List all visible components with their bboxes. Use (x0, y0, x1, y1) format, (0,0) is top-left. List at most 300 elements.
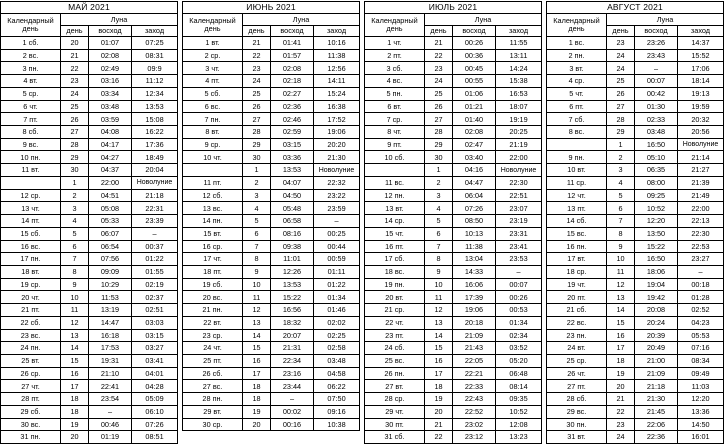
moonrise-cell: 21:09 (453, 329, 496, 342)
calendar-day-cell: 2 пн. (547, 49, 607, 62)
table-row (547, 49, 724, 62)
calendar-day-cell: 3 сб. (365, 62, 425, 75)
moonrise-cell: 20:39 (635, 329, 678, 342)
moonset-cell: 00:37 (132, 240, 178, 253)
table-row (365, 189, 542, 202)
lunar-day-cell: 15 (425, 342, 453, 355)
calendar-day-cell: 17 пн. (1, 253, 61, 266)
lunar-day-cell: 9 (425, 265, 453, 278)
calendar-day-header (365, 14, 425, 37)
lunar-day-cell: 7 (243, 240, 271, 253)
table-row (365, 100, 542, 113)
table-row (547, 62, 724, 75)
moonrise-cell: 13:53 (271, 278, 314, 291)
table-row (547, 253, 724, 266)
moonrise-cell: 07:26 (453, 202, 496, 215)
moonset-cell: 02:19 (132, 278, 178, 291)
lunar-day-cell: 21 (607, 393, 635, 406)
lunar-day-cell: 27 (607, 100, 635, 113)
moonrise-cell: 18:32 (271, 316, 314, 329)
moonset-cell: 01:11 (314, 265, 360, 278)
moonrise-cell: 02:08 (271, 62, 314, 75)
calendar-day-cell: 31 вт. (547, 431, 607, 444)
lunar-day-cell: 27 (243, 113, 271, 126)
table-row (183, 37, 360, 50)
moonset-cell: – (314, 215, 360, 228)
lunar-day-cell: 3 (425, 189, 453, 202)
calendar-day-cell: 21 ср. (365, 304, 425, 317)
calendar-day-cell: 1 вт. (183, 37, 243, 50)
table-row (547, 418, 724, 431)
moonrise-cell: 19:04 (635, 278, 678, 291)
moonrise-cell: 10:13 (453, 227, 496, 240)
lunar-day-cell: 24 (425, 75, 453, 88)
table-row (547, 189, 724, 202)
table-row (547, 304, 724, 317)
moonset-cell: 01:55 (132, 265, 178, 278)
calendar-day-cell: 5 сб. (183, 87, 243, 100)
lunar-day-cell: 6 (425, 227, 453, 240)
moonset-cell: 21:39 (678, 176, 724, 189)
table-row (183, 189, 360, 202)
table-row (183, 100, 360, 113)
lunar-day-cell: 10 (243, 278, 271, 291)
calendar-day-cell: 5 ср. (1, 87, 61, 100)
moonrise-cell: 22:36 (635, 431, 678, 444)
moonrise-cell: 02:36 (271, 100, 314, 113)
moonset-cell: 10:38 (314, 418, 360, 431)
moonset-cell: 22:00 (496, 151, 542, 164)
moonset-cell: 19:06 (314, 126, 360, 139)
moonset-cell: 17:36 (132, 138, 178, 151)
moonrise-cell: 00:07 (635, 75, 678, 88)
moonset-cell: 21:30 (314, 151, 360, 164)
moonrise-cell: 14:47 (89, 316, 132, 329)
lunar-day-cell: 8 (607, 227, 635, 240)
moonset-cell: 03:03 (132, 316, 178, 329)
moonrise-header: восход (635, 26, 678, 37)
calendar-day-cell: 1 сб. (1, 37, 61, 50)
moonset-cell: 00:53 (496, 304, 542, 317)
moonrise-cell: 20:08 (635, 304, 678, 317)
lunar-day-cell: 18 (61, 405, 89, 418)
table-row (183, 316, 360, 329)
moonset-cell: – (678, 265, 724, 278)
calendar-day-cell (183, 164, 243, 177)
moonrise-cell: 00:36 (453, 49, 496, 62)
lunar-day-cell: 3 (607, 164, 635, 177)
moonrise-cell: 04:16 (453, 164, 496, 177)
moonrise-cell: 08:50 (453, 215, 496, 228)
moonset-cell: Новолуние (314, 164, 360, 177)
moonset-cell: 19:59 (678, 100, 724, 113)
lunar-day-cell: 27 (425, 113, 453, 126)
lunar-day-cell: 6 (243, 227, 271, 240)
lunar-day-cell: 18 (425, 380, 453, 393)
lunar-day-cell: 7 (607, 215, 635, 228)
moonset-cell: 20:56 (678, 126, 724, 139)
moonrise-cell: 16:50 (635, 253, 678, 266)
moonrise-cell: 18:06 (635, 265, 678, 278)
lunar-day-cell: 7 (61, 253, 89, 266)
moonset-cell: 01:22 (132, 253, 178, 266)
moonrise-cell: 16:50 (635, 138, 678, 151)
moonset-cell: 16:53 (496, 87, 542, 100)
moonset-cell: 15:08 (132, 113, 178, 126)
calendar-day-cell: 20 пт. (547, 291, 607, 304)
moonrise-cell: 02:33 (635, 113, 678, 126)
lunar-day-cell: 23 (243, 62, 271, 75)
moonrise-cell: 21:09 (635, 367, 678, 380)
moonset-cell: 19:19 (496, 113, 542, 126)
moonrise-cell: 21:45 (635, 405, 678, 418)
table-row (365, 151, 542, 164)
lunar-day-cell: 13 (61, 329, 89, 342)
table-row (365, 37, 542, 50)
moonset-cell: 22:31 (132, 202, 178, 215)
moonrise-cell: 08:00 (635, 176, 678, 189)
moonset-cell: 15:52 (678, 49, 724, 62)
moonset-cell: 02:51 (132, 304, 178, 317)
moonset-cell: 13:23 (496, 431, 542, 444)
table-row (183, 354, 360, 367)
table-row (547, 164, 724, 177)
moonrise-cell: 22:21 (453, 367, 496, 380)
lunar-day-cell: 5 (425, 215, 453, 228)
moonrise-cell: 13:50 (635, 227, 678, 240)
moonrise-cell: – (271, 393, 314, 406)
moonset-cell: 00:59 (314, 253, 360, 266)
table-row (183, 227, 360, 240)
moonrise-cell: 21:10 (89, 367, 132, 380)
calendar-day-cell: 6 вс. (183, 100, 243, 113)
moonset-cell: 12:56 (314, 62, 360, 75)
moonrise-cell: 01:57 (271, 49, 314, 62)
moonset-cell: 17:06 (678, 62, 724, 75)
moonset-cell: 12:08 (496, 418, 542, 431)
table-row (1, 215, 178, 228)
lunar-day-header: день (425, 26, 453, 37)
lunar-day-cell: 14 (607, 304, 635, 317)
lunar-day-cell: 17 (425, 367, 453, 380)
calendar-day-cell: 22 чт. (365, 316, 425, 329)
lunar-day-cell: 2 (607, 151, 635, 164)
moonset-cell: 22:53 (678, 240, 724, 253)
moonset-cell: 16:01 (678, 431, 724, 444)
calendar-day-cell: 27 чт. (1, 380, 61, 393)
lunar-day-cell: 17 (243, 367, 271, 380)
moonrise-cell: 19:42 (635, 291, 678, 304)
moonset-cell: 04:23 (678, 316, 724, 329)
moonset-cell: 05:09 (132, 393, 178, 406)
table-row (365, 240, 542, 253)
calendar-day-cell: 20 вт. (365, 291, 425, 304)
moonrise-cell: 06:04 (453, 189, 496, 202)
month-panel-july (364, 1, 541, 442)
moonset-cell: 14:11 (314, 75, 360, 88)
table-row (1, 87, 178, 100)
moonrise-cell: 02:27 (271, 87, 314, 100)
calendar-day-cell: 25 вс. (365, 354, 425, 367)
lunar-day-cell: 30 (425, 151, 453, 164)
moonrise-cell: 04:27 (89, 151, 132, 164)
moonset-cell: 03:52 (496, 342, 542, 355)
moonset-cell: 20:20 (314, 138, 360, 151)
table-row (183, 304, 360, 317)
table-row (1, 316, 178, 329)
moonset-cell: 15:38 (496, 75, 542, 88)
calendar-day-cell: 11 пт. (183, 176, 243, 189)
moonrise-cell: 21:18 (635, 380, 678, 393)
lunar-day-cell: 4 (425, 202, 453, 215)
lunar-day-cell: 2 (61, 189, 89, 202)
moonrise-cell: 11:01 (271, 253, 314, 266)
moonrise-cell: 22:52 (453, 405, 496, 418)
lunar-day-cell: 12 (425, 304, 453, 317)
table-row (1, 189, 178, 202)
table-row (365, 418, 542, 431)
moonrise-cell: 00:16 (271, 418, 314, 431)
moonset-cell: Новолуние (132, 176, 178, 189)
moonrise-cell: 06:35 (635, 164, 678, 177)
moonrise-cell: 03:36 (271, 151, 314, 164)
lunar-day-cell: 9 (61, 278, 89, 291)
table-row (365, 278, 542, 291)
table-row (1, 113, 178, 126)
lunar-day-cell: 3 (61, 202, 89, 215)
table-row (365, 176, 542, 189)
moonrise-cell: 23:12 (453, 431, 496, 444)
lunar-day-cell: 23 (425, 62, 453, 75)
table-row (547, 75, 724, 88)
table-row (1, 278, 178, 291)
table-row (547, 405, 724, 418)
calendar-day-cell: 9 ср. (183, 138, 243, 151)
calendar-day-cell: 16 пт. (365, 240, 425, 253)
moon-header: Луна (425, 14, 542, 26)
table-row (365, 431, 542, 444)
calendar-day-cell: 25 вт. (1, 354, 61, 367)
moonset-cell: 03:41 (132, 354, 178, 367)
lunar-day-cell: 24 (607, 49, 635, 62)
calendar-day-header-label: Календарный день (7, 15, 54, 33)
table-row (365, 304, 542, 317)
moonrise-cell: 05:33 (89, 215, 132, 228)
table-row (183, 405, 360, 418)
lunar-day-cell: 12 (243, 304, 271, 317)
calendar-day-cell: 25 ср. (547, 354, 607, 367)
moonrise-cell: 19:06 (453, 304, 496, 317)
table-row (1, 49, 178, 62)
calendar-day-cell: 26 пн. (365, 367, 425, 380)
table-row (1, 75, 178, 88)
calendar-day-cell (547, 138, 607, 151)
moonset-cell: 13:11 (496, 49, 542, 62)
table-row (365, 316, 542, 329)
table-row (183, 202, 360, 215)
moonset-cell: 00:07 (496, 278, 542, 291)
lunar-day-cell: 26 (243, 100, 271, 113)
lunar-day-cell: 14 (243, 329, 271, 342)
table-row (183, 291, 360, 304)
moon-header: Луна (607, 14, 724, 26)
calendar-day-header-label: Календарный день (189, 15, 236, 33)
moonset-cell: 18:14 (678, 75, 724, 88)
moonrise-cell: 05:10 (635, 151, 678, 164)
lunar-day-cell: 13 (425, 316, 453, 329)
calendar-day-cell: 2 вс. (1, 49, 61, 62)
lunar-day-cell: 13 (607, 291, 635, 304)
table-row (1, 380, 178, 393)
lunar-day-cell: 11 (425, 291, 453, 304)
moonset-cell: 03:48 (314, 354, 360, 367)
lunar-day-cell: 30 (61, 164, 89, 177)
lunar-day-cell: 2 (425, 176, 453, 189)
lunar-day-cell: 5 (61, 227, 89, 240)
calendar-day-cell: 7 пт. (1, 113, 61, 126)
moonrise-cell: 13:53 (271, 164, 314, 177)
lunar-day-cell: 11 (243, 291, 271, 304)
moonset-cell: 23:07 (496, 202, 542, 215)
moonrise-cell: 01:30 (635, 100, 678, 113)
lunar-day-cell: 30 (243, 151, 271, 164)
moonrise-cell: 16:18 (89, 329, 132, 342)
table-row (1, 354, 178, 367)
moonset-cell: 23:53 (496, 253, 542, 266)
calendar-day-header (1, 14, 61, 37)
lunar-day-cell: 21 (425, 418, 453, 431)
table-row (183, 380, 360, 393)
table-row (547, 151, 724, 164)
table-row (183, 176, 360, 189)
moonset-cell: 02:34 (496, 329, 542, 342)
table-body (547, 37, 724, 444)
lunar-day-cell: 18 (243, 380, 271, 393)
calendar-day-cell: 8 сб. (1, 126, 61, 139)
calendar-day-cell: 24 вт. (547, 342, 607, 355)
table-row (365, 354, 542, 367)
moonset-cell: 22:30 (678, 227, 724, 240)
calendar-day-cell: 11 вт. (1, 164, 61, 177)
calendar-day-cell: 24 пн. (1, 342, 61, 355)
calendar-day-cell: 12 сб. (183, 189, 243, 202)
moonrise-cell: 03:15 (271, 138, 314, 151)
table-row (183, 367, 360, 380)
moonset-cell: 07:25 (132, 37, 178, 50)
table-row (1, 138, 178, 151)
month-title: ИЮЛЬ 2021 (365, 2, 542, 14)
calendar-day-cell: 14 пт. (1, 215, 61, 228)
moonset-cell: 21:27 (678, 164, 724, 177)
moonrise-cell: 20:07 (271, 329, 314, 342)
table-row (1, 100, 178, 113)
table-row (365, 253, 542, 266)
moonset-cell: 01:34 (314, 291, 360, 304)
lunar-day-cell: 18 (607, 354, 635, 367)
moonrise-cell: 06:07 (89, 227, 132, 240)
table-row (1, 405, 178, 418)
table-body (183, 37, 360, 431)
moonrise-cell: 16:06 (453, 278, 496, 291)
table-row (365, 393, 542, 406)
moonset-cell: 19:13 (678, 87, 724, 100)
moonrise-cell: 10:29 (89, 278, 132, 291)
calendar-day-cell: 4 вс. (365, 75, 425, 88)
calendar-day-cell: 20 вс. (183, 291, 243, 304)
table-row (547, 342, 724, 355)
calendar-day-cell: 2 ср. (183, 49, 243, 62)
calendar-day-cell: 21 пт. (1, 304, 61, 317)
moonset-cell: 00:44 (314, 240, 360, 253)
lunar-day-cell: 16 (607, 329, 635, 342)
calendar-day-cell: 31 сб. (365, 431, 425, 444)
moonset-cell: 10:52 (496, 405, 542, 418)
moonrise-cell: 11:53 (89, 291, 132, 304)
lunar-day-cell: 12 (607, 278, 635, 291)
moonset-cell: 07:26 (132, 418, 178, 431)
calendar-day-cell: 8 вс. (547, 126, 607, 139)
calendar-day-cell: 17 вт. (547, 253, 607, 266)
table-row (365, 75, 542, 88)
lunar-day-cell: 17 (61, 380, 89, 393)
lunar-day-cell: 10 (607, 253, 635, 266)
moonrise-cell: 06:58 (271, 215, 314, 228)
moonrise-cell: 06:54 (89, 240, 132, 253)
moonset-cell: 11:12 (132, 75, 178, 88)
moonset-cell: 06:10 (132, 405, 178, 418)
month-title: ИЮНЬ 2021 (183, 2, 360, 14)
lunar-day-cell: 24 (243, 75, 271, 88)
moonrise-cell: 22:34 (271, 354, 314, 367)
moonset-cell: 08:14 (496, 380, 542, 393)
table-row (547, 393, 724, 406)
calendar-day-cell: 26 сб. (183, 367, 243, 380)
lunar-day-cell: 15 (607, 316, 635, 329)
lunar-day-cell: 24 (607, 431, 635, 444)
moonrise-cell: 08:16 (271, 227, 314, 240)
lunar-day-cell: 20 (607, 380, 635, 393)
lunar-day-cell: 8 (243, 253, 271, 266)
moonset-header: заход (314, 26, 360, 37)
moonset-cell: 08:31 (132, 49, 178, 62)
moonrise-cell: 05:48 (271, 202, 314, 215)
moonrise-cell: 02:47 (453, 138, 496, 151)
table-row (1, 240, 178, 253)
moonset-cell: 07:16 (678, 342, 724, 355)
lunar-day-cell: 10 (425, 278, 453, 291)
lunar-day-cell: 24 (61, 87, 89, 100)
table-row (547, 138, 724, 151)
calendar-day-cell: 1 вс. (547, 37, 607, 50)
moonset-cell: 22:13 (678, 215, 724, 228)
moonset-cell: 17:52 (314, 113, 360, 126)
table-row (183, 393, 360, 406)
calendar-day-cell: 7 ср. (365, 113, 425, 126)
lunar-day-cell: 1 (425, 164, 453, 177)
calendar-day-cell: 4 пт. (183, 75, 243, 88)
table-row (1, 176, 178, 189)
moonrise-cell: 23:44 (271, 380, 314, 393)
lunar-day-cell: 16 (425, 354, 453, 367)
moonset-cell: – (132, 227, 178, 240)
moonset-cell: 13:36 (678, 405, 724, 418)
lunar-day-cell: 5 (243, 215, 271, 228)
moonrise-cell: 00:42 (635, 87, 678, 100)
moonset-cell: 00:25 (314, 227, 360, 240)
table-row (183, 240, 360, 253)
table-row (1, 151, 178, 164)
moonrise-cell: 13:04 (453, 253, 496, 266)
